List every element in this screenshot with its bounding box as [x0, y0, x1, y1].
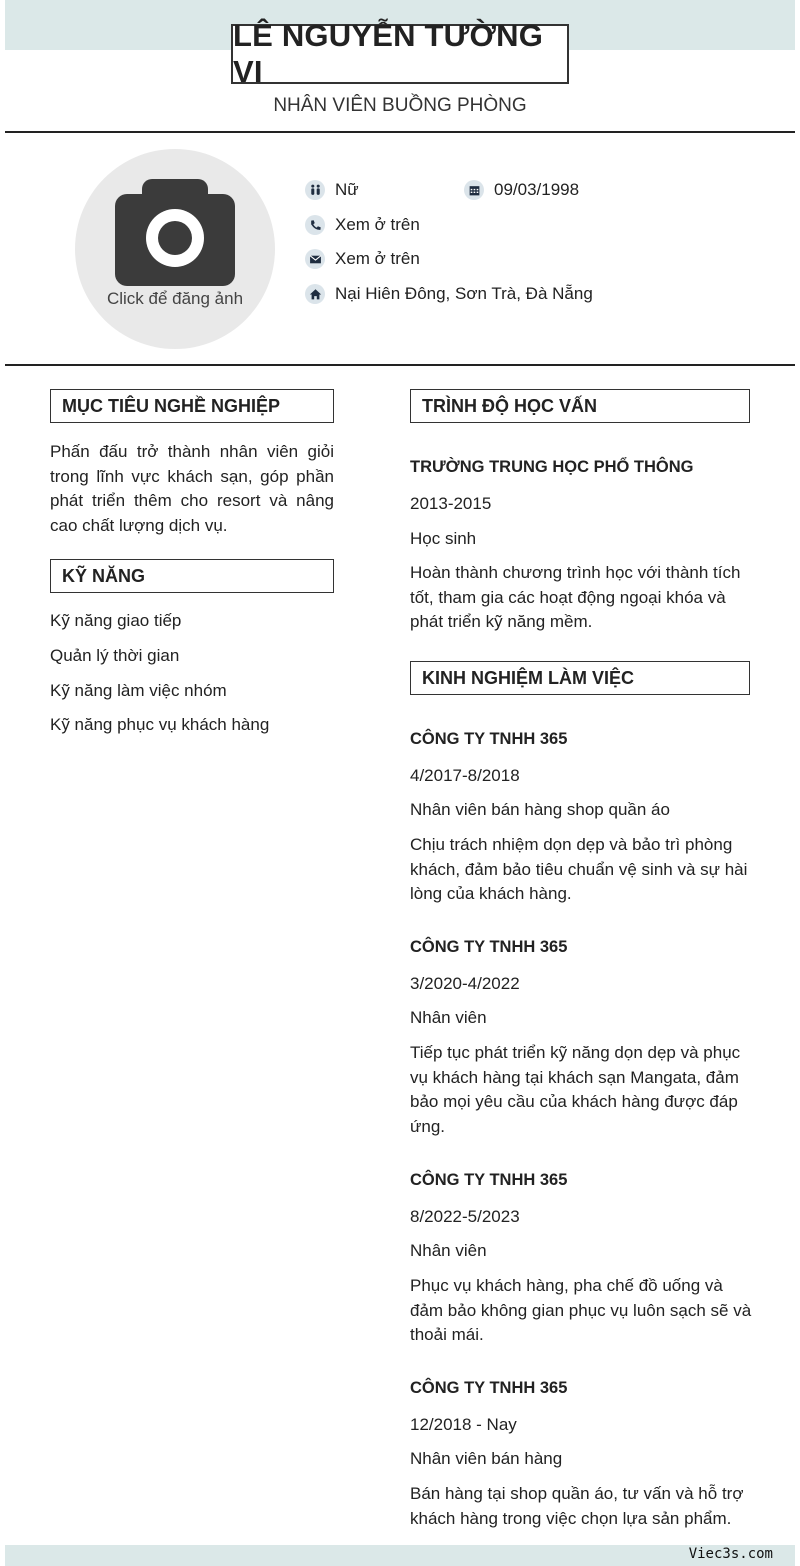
birthday-value: 09/03/1998 — [494, 180, 580, 199]
job-role: Nhân viên bán hàng shop quần áo — [410, 800, 670, 819]
job-company: CÔNG TY TNHH 365 — [410, 938, 568, 956]
watermark: Viec3s.com — [688, 1546, 773, 1562]
job-role: Nhân viên — [410, 1241, 487, 1260]
phone-icon — [305, 215, 325, 235]
education-heading: TRÌNH ĐỘ HỌC VẤN — [410, 389, 750, 423]
education-desc: Hoàn thành chương trình học với thành tích tốt, tham gia các hoạt động ngoại khóa và phát triển kỹ năng mềm. — [410, 563, 741, 631]
job-company: CÔNG TY TNHH 365 — [410, 730, 568, 748]
objective-text: Phấn đấu trở thành nhân viên giỏi trong lĩnh vực khách sạn, góp phần phát triển thêm cho resort và nâng cao chất lượng dịch vụ. — [50, 442, 334, 535]
skills-heading: KỸ NĂNG — [50, 559, 334, 593]
address-value: Nại Hiên Đông, Sơn Trà, Đà Nẵng — [335, 284, 593, 303]
home-icon — [305, 284, 325, 304]
skill-item: Kỹ năng làm việc nhóm — [50, 681, 227, 700]
mail-icon — [305, 249, 325, 269]
avatar-upload[interactable] — [75, 149, 275, 349]
calendar-icon — [464, 180, 484, 200]
gender-row — [305, 178, 359, 202]
job-period: 4/2017-8/2018 — [410, 766, 520, 785]
phone-value: Xem ở trên — [335, 215, 420, 234]
job-desc: Bán hàng tại shop quần áo, tư vấn và hỗ trợ khách hàng trong việc chọn lựa sản phẩm. — [410, 1484, 744, 1528]
candidate-name: LÊ NGUYỄN TƯỜNG VI — [231, 24, 569, 84]
job-period: 12/2018 - Nay — [410, 1415, 517, 1434]
gender-value: Nữ — [335, 180, 359, 199]
skill-item: Kỹ năng phục vụ khách hàng — [50, 715, 270, 734]
job-period: 8/2022-5/2023 — [410, 1207, 520, 1226]
job-company: CÔNG TY TNHH 365 — [410, 1379, 568, 1397]
bottom-band — [5, 1545, 795, 1566]
skill-item: Quản lý thời gian — [50, 646, 180, 665]
job-role: Nhân viên — [410, 1008, 487, 1027]
school-name: TRƯỜNG TRUNG HỌC PHỔ THÔNG — [410, 458, 694, 476]
upload-caption: Click để đăng ảnh — [106, 289, 244, 308]
job-period: 3/2020-4/2022 — [410, 974, 520, 993]
job-company: CÔNG TY TNHH 365 — [410, 1171, 568, 1189]
gender-icon — [305, 180, 325, 200]
birthday-row — [464, 178, 579, 202]
education-period: 2013-2015 — [410, 494, 492, 513]
job-title: NHÂN VIÊN BUỒNG PHÒNG — [273, 95, 527, 116]
contact-divider — [5, 364, 795, 366]
education-role: Học sinh — [410, 529, 477, 548]
job-desc: Tiếp tục phát triển kỹ năng dọn dẹp và phục vụ khách hàng tại khách sạn Mangata, đảm bảo mọi yêu cầu của khách hàng được đáp ứng. — [410, 1043, 741, 1136]
header-divider — [5, 131, 795, 133]
job-desc: Chịu trách nhiệm dọn dẹp và bảo trì phòng khách, đảm bảo tiêu chuẩn vệ sinh và sự hài lòng của khách hàng. — [410, 835, 748, 903]
address-row — [305, 282, 593, 306]
skill-item: Kỹ năng giao tiếp — [50, 611, 182, 630]
objective-heading: MỤC TIÊU NGHỀ NGHIỆP — [50, 389, 334, 423]
email-value: Xem ở trên — [335, 249, 420, 268]
job-desc: Phục vụ khách hàng, pha chế đồ uống và đảm bảo không gian phục vụ luôn sạch sẽ và thoải mái. — [410, 1276, 752, 1344]
email-row — [305, 247, 420, 271]
job-role: Nhân viên bán hàng — [410, 1449, 563, 1468]
phone-row — [305, 213, 420, 237]
experience-heading: KINH NGHIỆM LÀM VIỆC — [410, 661, 750, 695]
